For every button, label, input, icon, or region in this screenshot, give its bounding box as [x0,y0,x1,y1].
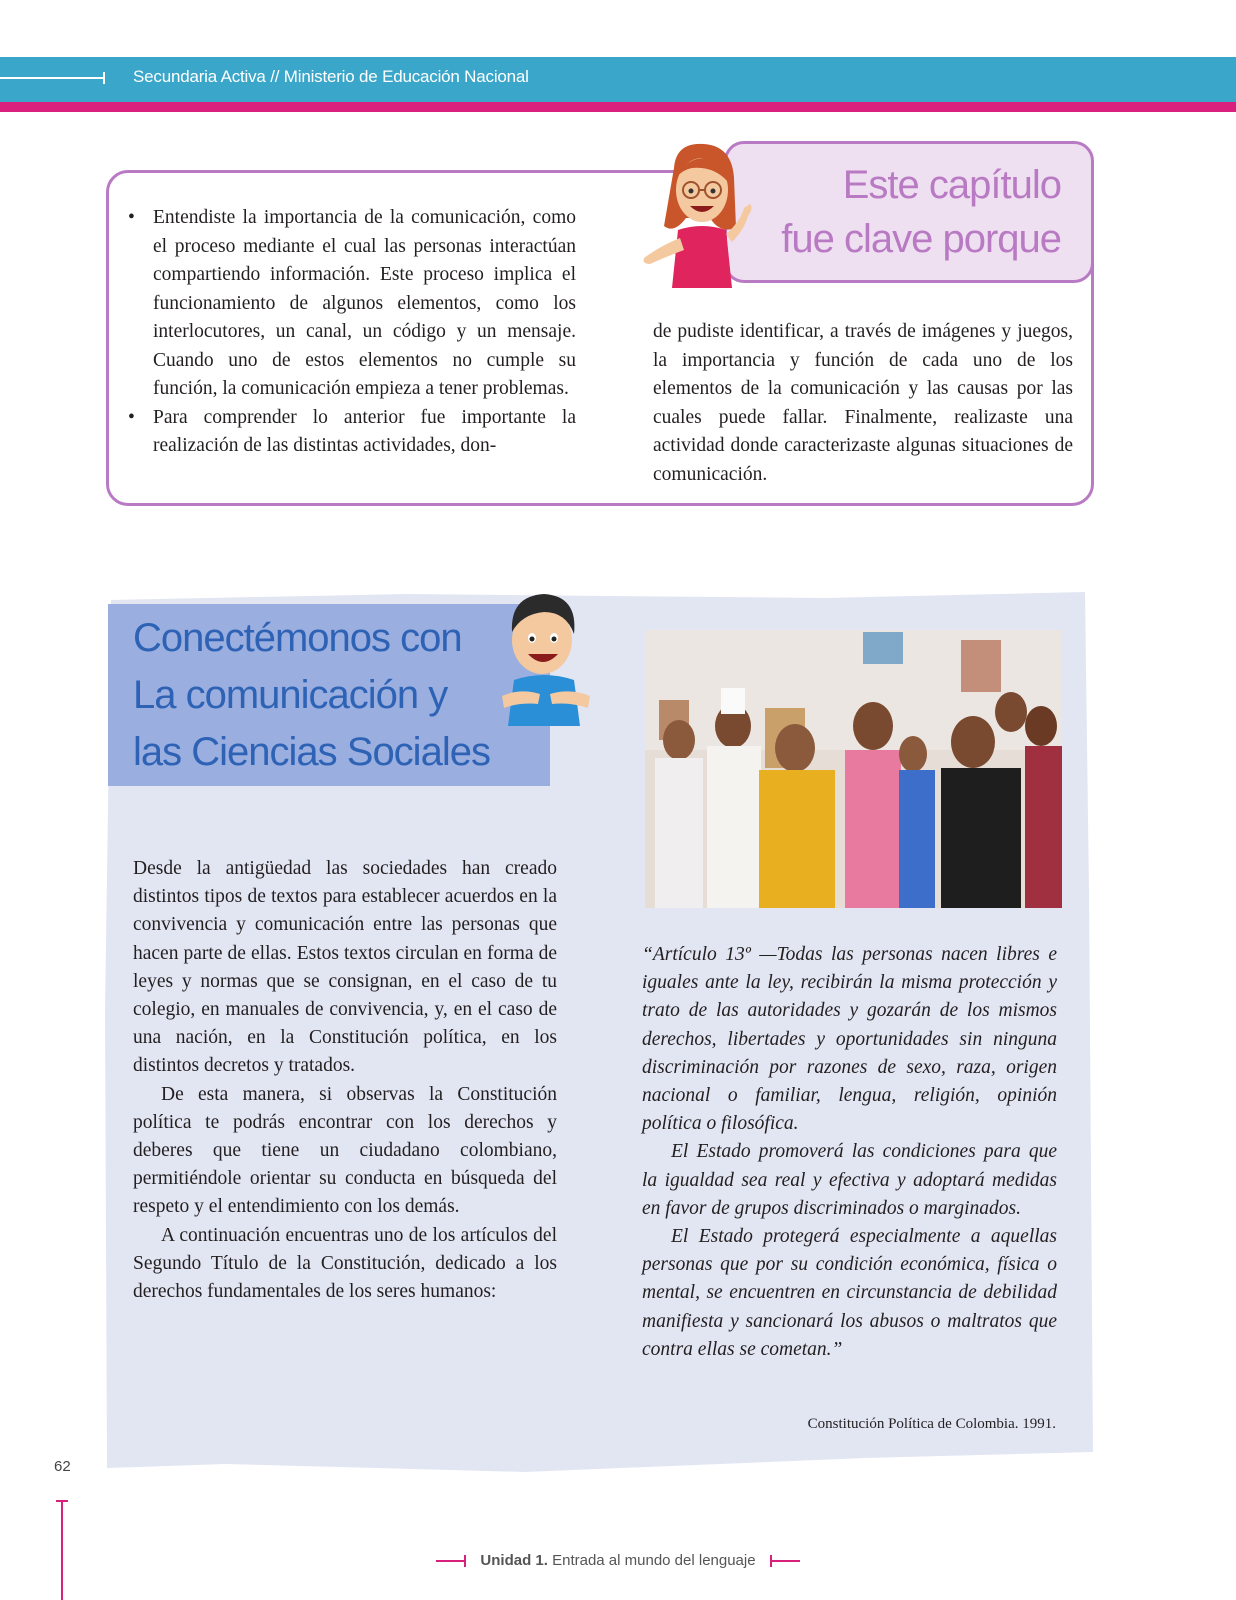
footer [0,1552,1236,1569]
summary-title [741,158,1061,266]
quote-paragraph-1: “Artículo 13º —Todas las personas nacen libres e iguales ante la ley, recibirán la misma protección y trato de las autoridades y gozarán de los mismos derechos, libertades y oportunidades sin ninguna discriminación por razones de sexo, raza, origen nacional o familiar, lengua, religión, opinión política o filosófica. [642,944,1057,1135]
header-rule-tick [103,72,105,84]
boy-character-illustration [500,588,595,726]
quote-paragraph-3: El Estado protegerá especialmente a aquellas personas que por su condición económica, física o mental, se encuentren en circunstancia de debilidad manifiesta y sancionará los abusos o maltratos que contra ellas se cometan.” [642,1226,1057,1360]
girl-character-illustration [640,138,758,288]
connect-paragraph-3: A continuación encuentras uno de los artículos del Segundo Título de la Constitución, dedicado a los derechos fundamentales de los seres humanos: [133,1224,557,1303]
summary-continuation-text: de pudiste identificar, a través de imágenes y juegos, la importancia y función de cada uno de los elementos de la comunicación y las causas por las cuales puede fallar. Finalmente, realizaste una actividad donde caracterizaste algunas situaciones de comunicación. [653,321,1073,485]
constitution-quote [642,941,1057,1364]
connect-title [133,610,553,781]
summary-bullet-item [126,404,576,461]
connect-paragraph-1: Desde la antigüedad las sociedades han creado distintos tipos de textos para establecer acuerdos en la convivencia y comunicación entre las personas que hacen parte de ellas. Estos textos circulan en forma de leyes y normas que se consignan, en el caso de tu colegio, en manuales de convivencia, y, en el caso de una nación, en la Constitución política, en los distintos decretos y tratados. [133,858,557,1077]
connect-paragraph-2: De esta manera, si observas la Constitución política te podrás encontrar con los derechos y deberes que tiene un ciudadano colombiano, permitiéndole orientar su conducta en búsqueda del respeto y el entendimiento con los demás. [133,1083,557,1218]
header-accent-stripe [0,102,1236,112]
summary-title-line-1: Este capítulo [842,163,1061,207]
header-rule [0,77,104,79]
summary-bullet-text: Para comprender lo anterior fue importante la realización de las distintas actividades, don- [153,406,576,456]
quote-source: Constitución Política de Colombia. 1991. [807,1416,1056,1432]
footer-rule-right [770,1560,800,1562]
page-number: 62 [54,1458,71,1475]
connect-body-text [133,855,557,1306]
footer-unit-label: Unidad 1. [480,1552,548,1569]
bullet-dot: • [128,406,135,428]
header-title: Secundaria Activa // Ministerio de Educación Nacional [133,67,529,86]
connect-title-line-1: Conectémonos con [133,616,462,660]
footer-unit-title: Entrada al mundo del lenguaje [552,1552,756,1569]
page-rule [61,1500,63,1600]
bullet-dot: • [128,207,135,228]
summary-bullet-text: Entendiste la importancia de la comunicación, como el proceso mediante el cual las personas interactúan compartiendo información. Este proceso implica el funcionamiento de algunos elementos, como los interlocutores, un canal, un código y un mensaje. Cuando uno de estos elementos no cumple su función, la comunicación empieza a tener problemas. [153,207,576,399]
quote-paragraph-2: El Estado promoverá las condiciones para que la igualdad sea real y efectiva y adoptará medidas en favor de grupos discriminados o marginados. [642,1141,1057,1219]
summary-bullet-list [126,204,576,461]
connect-title-line-3: las Ciencias Sociales [133,730,490,774]
summary-title-tab [724,141,1094,283]
summary-title-line-2: fue clave porque [781,217,1061,261]
connect-title-line-2: La comunicación y [133,673,448,717]
footer-rule-left [436,1560,466,1562]
group-photo [645,630,1062,908]
summary-bullet-item [126,204,576,404]
